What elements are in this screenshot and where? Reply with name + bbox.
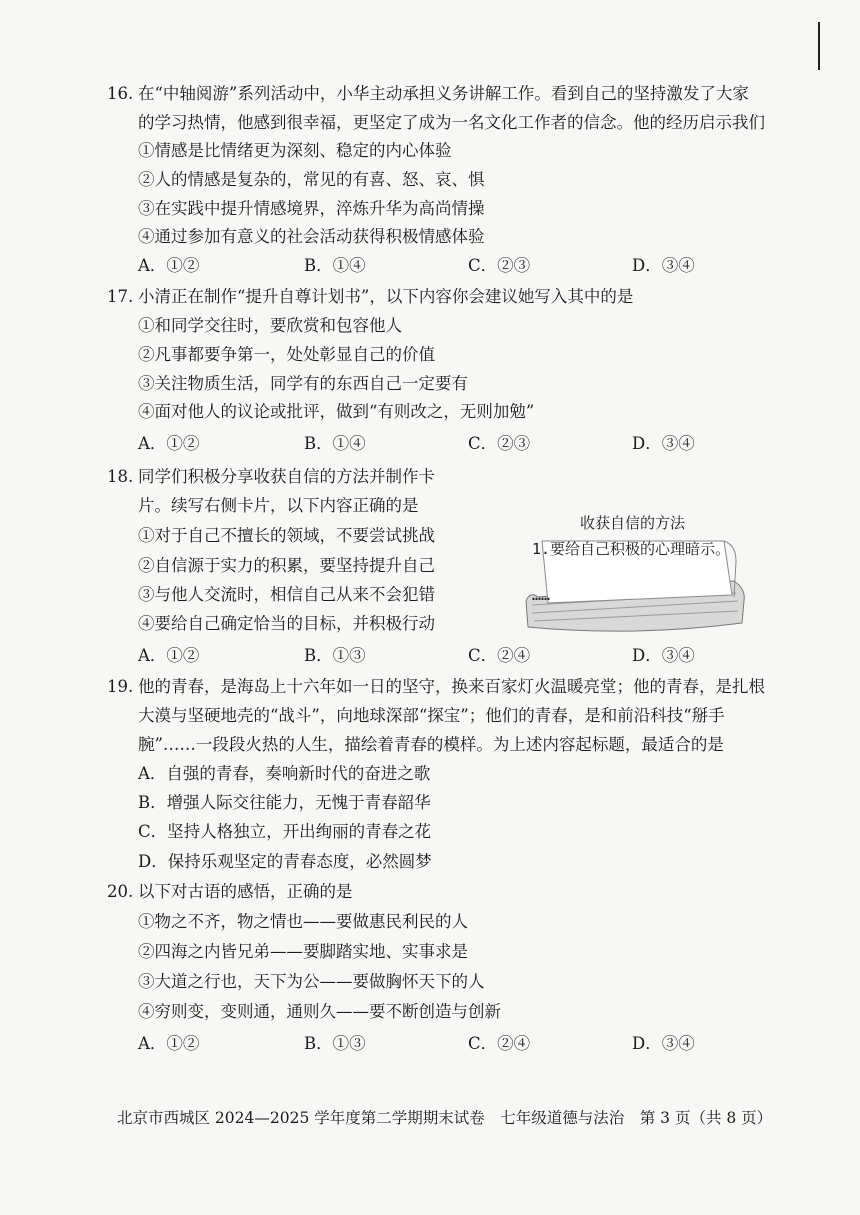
card-title: 收获自信的方法 <box>580 514 686 532</box>
question-18-option-d: D．③④ <box>632 646 695 665</box>
question-18-option-a: A．①② <box>138 646 200 665</box>
question-18-stem-line-1: 同学们积极分享收获自信的方法并制作卡 <box>138 467 435 486</box>
confidence-methods-card <box>524 505 748 637</box>
question-17-option-b: B．①④ <box>304 434 366 453</box>
question-19-stem-line-1: 他的青春，是海岛上十六年如一日的坚守，换来百家灯火温暖亮堂；他的青春，是扎根 <box>138 677 765 696</box>
question-19-option-a: A．自强的青春，奏响新时代的奋进之歌 <box>138 764 431 783</box>
question-18-option-c: C．②④ <box>468 646 531 665</box>
question-19-stem-line-3: 腕”……一段段火热的人生，描绘着青春的模样。为上述内容起标题，最适合的是 <box>138 735 724 754</box>
question-17-stem: 小清正在制作“提升自尊计划书”，以下内容你会建议她写入其中的是 <box>138 287 634 306</box>
question-18-item-4: ④要给自己确定恰当的目标，并积极行动 <box>138 614 435 633</box>
question-19-option-b: B．增强人际交往能力，无愧于青春韶华 <box>138 793 431 812</box>
question-17-item-2: ②凡事都要争第一，处处彰显自己的价值 <box>138 345 435 364</box>
page-footer: 北京市西城区 2024—2025 学年度第二学期期末试卷 七年级道德与法治 第 3 页（共 8 页） <box>117 1109 773 1127</box>
question-17-item-3: ③关注物质生活，同学有的东西自己一定要有 <box>138 374 468 393</box>
question-16-number: 16. <box>107 84 134 103</box>
scan-edge-mark <box>818 22 820 70</box>
question-19-number: 19. <box>107 677 134 696</box>
question-20-item-1: ①物之不齐，物之情也——要做惠民利民的人 <box>138 912 468 931</box>
question-18-stem-line-2: 片。续写右侧卡片，以下内容正确的是 <box>138 496 419 515</box>
question-19-option-c: C．坚持人格独立，开出绚丽的青春之花 <box>138 822 432 841</box>
question-17-option-d: D．③④ <box>632 434 695 453</box>
question-20-item-4: ④穷则变，变则通，通则久——要不断创造与创新 <box>138 1002 501 1021</box>
question-16-item-4: ④通过参加有意义的社会活动获得积极情感体验 <box>138 227 485 246</box>
question-20-number: 20. <box>107 882 134 901</box>
question-20-option-b: B．①③ <box>304 1034 366 1053</box>
question-17-option-c: C．②③ <box>468 434 531 453</box>
question-18-item-2: ②自信源于实力的积累，要坚持提升自己 <box>138 556 435 575</box>
question-18-option-b: B．①③ <box>304 646 366 665</box>
question-20-item-3: ③大道之行也，天下为公——要做胸怀天下的人 <box>138 972 485 991</box>
card-ellipsis: …… <box>532 586 551 604</box>
question-20-stem: 以下对古语的感悟，正确的是 <box>138 882 353 901</box>
question-16-option-c: C．②③ <box>468 256 531 275</box>
question-16-item-2: ②人的情感是复杂的，常见的有喜、怒、哀、惧 <box>138 170 485 189</box>
question-19-option-d: D．保持乐观坚定的青春态度，必然圆梦 <box>138 852 432 871</box>
question-16-option-a: A．①② <box>138 256 200 275</box>
question-16-option-b: B．①④ <box>304 256 366 275</box>
question-16-option-d: D．③④ <box>632 256 695 275</box>
question-18-number: 18. <box>107 467 134 486</box>
question-16-stem-line-2: 的学习热情，他感到很幸福，更坚定了成为一名文化工作者的信念。他的经历启示我们 <box>138 113 765 132</box>
question-19-stem-line-2: 大漠与坚硬地壳的“战斗”，向地球深部“探宝”；他们的青春，是和前沿科技“掰手 <box>138 706 725 725</box>
question-20-item-2: ②四海之内皆兄弟——要脚踏实地、实事求是 <box>138 942 468 961</box>
question-16-item-1: ①情感是比情绪更为深刻、稳定的内心体验 <box>138 141 452 160</box>
question-20-option-a: A．①② <box>138 1034 200 1053</box>
question-18-item-3: ③与他人交流时，相信自己从来不会犯错 <box>138 585 435 604</box>
question-17-item-4: ④面对他人的议论或批评，做到“有则改之，无则加勉” <box>138 402 535 421</box>
question-16-item-3: ③在实践中提升情感境界，淬炼升华为高尚情操 <box>138 199 485 218</box>
question-16-stem-line-1: 在“中轴阅游”系列活动中，小华主动承担义务讲解工作。看到自己的坚持激发了大家 <box>138 84 749 103</box>
question-18-item-1: ①对于自己不擅长的领域，不要尝试挑战 <box>138 526 435 545</box>
question-20-option-c: C．②④ <box>468 1034 531 1053</box>
question-17-option-a: A．①② <box>138 434 200 453</box>
card-body: 1.要给自己积极的心理暗示。 <box>532 540 731 558</box>
question-17-item-1: ①和同学交往时，要欣赏和包容他人 <box>138 316 402 335</box>
question-20-option-d: D．③④ <box>632 1034 695 1053</box>
question-17-number: 17. <box>107 287 134 306</box>
